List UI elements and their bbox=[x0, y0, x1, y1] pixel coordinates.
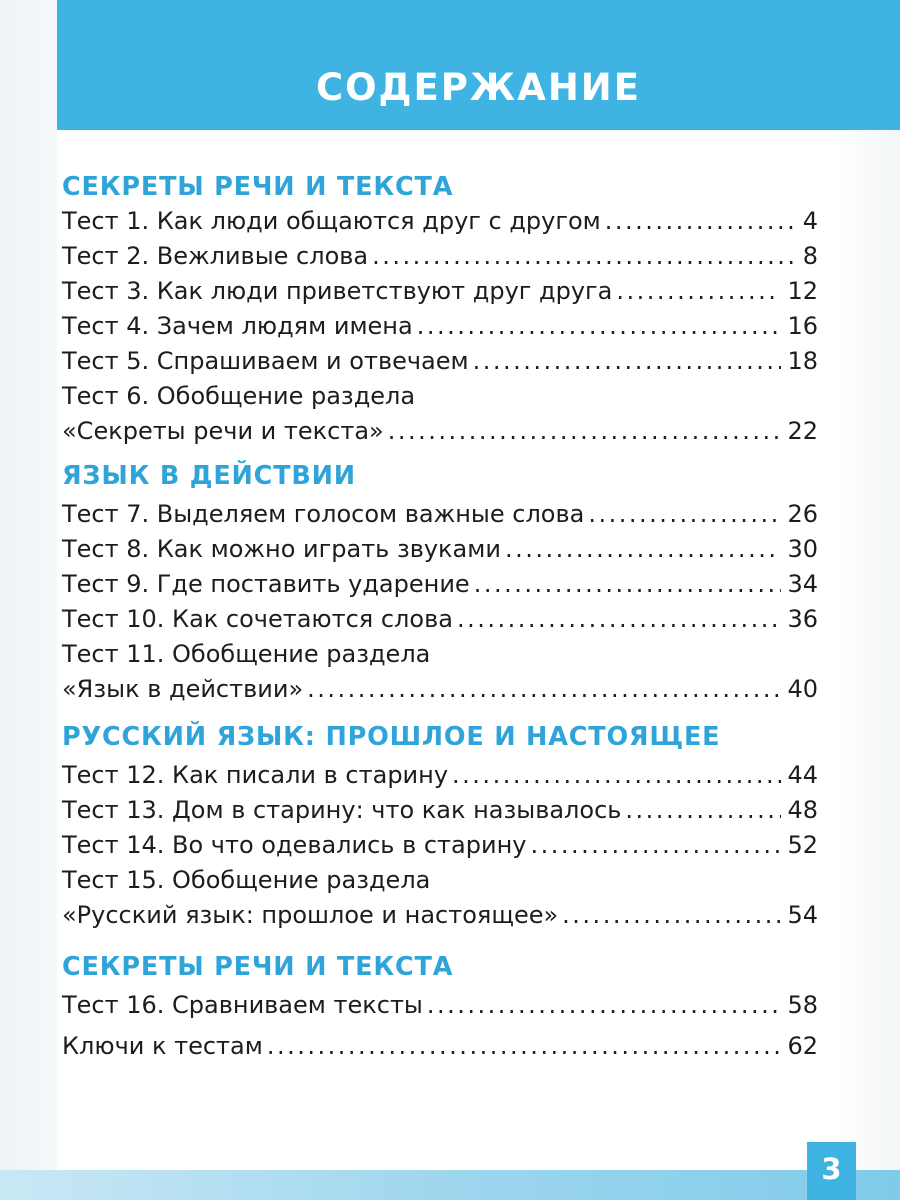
leader-dots bbox=[588, 497, 781, 532]
leader-dots bbox=[530, 828, 781, 863]
toc-entry-page: 30 bbox=[787, 535, 818, 563]
toc-entry[interactable] bbox=[62, 239, 818, 274]
toc-entry-text: «Язык в действии» bbox=[62, 675, 304, 703]
toc-entry-page: 18 bbox=[787, 347, 818, 375]
leader-dots bbox=[562, 898, 781, 933]
toc-entry[interactable] bbox=[62, 414, 818, 449]
page-title: СОДЕРЖАНИЕ bbox=[315, 66, 642, 109]
toc-entry[interactable] bbox=[62, 988, 818, 1023]
page-number: 3 bbox=[807, 1142, 856, 1200]
toc-entry-page: 22 bbox=[787, 417, 818, 445]
toc-entry[interactable] bbox=[62, 793, 818, 828]
toc-entry[interactable] bbox=[62, 274, 818, 309]
toc-entry-page: 62 bbox=[787, 1032, 818, 1060]
toc-entry[interactable] bbox=[62, 497, 818, 532]
toc-entry-page: 4 bbox=[802, 207, 818, 235]
toc-entry-line1[interactable]: Тест 6. Обобщение раздела bbox=[62, 382, 416, 410]
toc-entry-page: 26 bbox=[787, 500, 818, 528]
toc-entry[interactable] bbox=[62, 602, 818, 637]
toc-entry[interactable] bbox=[62, 344, 818, 379]
toc-entry[interactable] bbox=[62, 204, 818, 239]
toc-entry-text: «Секреты речи и текста» bbox=[62, 417, 384, 445]
toc-entry[interactable] bbox=[62, 758, 818, 793]
footer-band bbox=[0, 1170, 900, 1200]
toc-entry-page: 44 bbox=[787, 761, 818, 789]
toc-entry-text: Тест 4. Зачем людям имена bbox=[62, 312, 413, 340]
leader-dots bbox=[372, 239, 797, 274]
toc-entry-page: 58 bbox=[787, 991, 818, 1019]
toc-entry-page: 16 bbox=[787, 312, 818, 340]
section-title: СЕКРЕТЫ РЕЧИ И ТЕКСТА bbox=[62, 952, 454, 982]
toc-entry-text: Тест 14. Во что одевались в старину bbox=[62, 831, 527, 859]
toc-entry-line1[interactable]: Тест 11. Обобщение раздела bbox=[62, 640, 431, 668]
left-margin bbox=[0, 0, 57, 1200]
section-title: ЯЗЫК В ДЕЙСТВИИ bbox=[62, 461, 356, 491]
right-margin bbox=[836, 130, 900, 1170]
toc-entry-text: Тест 1. Как люди общаются друг с другом bbox=[62, 207, 601, 235]
leader-dots bbox=[267, 1029, 782, 1064]
section-title: СЕКРЕТЫ РЕЧИ И ТЕКСТА bbox=[62, 172, 454, 202]
toc-entry-answers[interactable] bbox=[62, 1029, 818, 1064]
leader-dots bbox=[616, 274, 781, 309]
toc-entry[interactable] bbox=[62, 309, 818, 344]
leader-dots bbox=[388, 414, 782, 449]
toc-entry[interactable] bbox=[62, 567, 818, 602]
toc-entry-text: Тест 5. Спрашиваем и отвечаем bbox=[62, 347, 469, 375]
toc-entry-page: 12 bbox=[787, 277, 818, 305]
toc-entry-page: 54 bbox=[787, 901, 818, 929]
leader-dots bbox=[307, 672, 781, 707]
toc-entry[interactable] bbox=[62, 672, 818, 707]
leader-dots bbox=[473, 344, 782, 379]
leader-dots bbox=[625, 793, 781, 828]
leader-dots bbox=[457, 602, 782, 637]
leader-dots bbox=[427, 988, 782, 1023]
toc-entry-text: Тест 3. Как люди приветствуют друг друга bbox=[62, 277, 613, 305]
toc-entry-text: Тест 9. Где поставить ударение bbox=[62, 570, 470, 598]
toc-entry[interactable] bbox=[62, 532, 818, 567]
table-of-contents bbox=[62, 170, 818, 1064]
leader-dots bbox=[505, 532, 781, 567]
toc-entry-page: 8 bbox=[802, 242, 818, 270]
toc-entry-page: 52 bbox=[787, 831, 818, 859]
section-title: РУССКИЙ ЯЗЫК: ПРОШЛОЕ И НАСТОЯЩЕЕ bbox=[62, 722, 721, 752]
toc-entry-text: Тест 2. Вежливые слова bbox=[62, 242, 369, 270]
toc-entry[interactable] bbox=[62, 828, 818, 863]
leader-dots bbox=[474, 567, 782, 602]
leader-dots bbox=[605, 204, 797, 239]
toc-entry[interactable] bbox=[62, 898, 818, 933]
toc-entry-text: «Русский язык: прошлое и настоящее» bbox=[62, 901, 559, 929]
toc-entry-text: Тест 16. Сравниваем тексты bbox=[62, 991, 423, 1019]
toc-entry-text: Тест 12. Как писали в старину bbox=[62, 761, 449, 789]
toc-entry-page: 36 bbox=[787, 605, 818, 633]
toc-entry-text: Тест 13. Дом в старину: что как называлось bbox=[62, 796, 622, 824]
toc-entry-page: 40 bbox=[787, 675, 818, 703]
toc-entry-page: 34 bbox=[787, 570, 818, 598]
leader-dots bbox=[417, 309, 782, 344]
toc-entry-text: Тест 10. Как сочетаются слова bbox=[62, 605, 453, 633]
toc-entry-text: Тест 7. Выделяем голосом важные слова bbox=[62, 500, 585, 528]
toc-entry-line1[interactable]: Тест 15. Обобщение раздела bbox=[62, 866, 431, 894]
header-banner bbox=[57, 0, 900, 130]
toc-entry-text: Ключи к тестам bbox=[62, 1032, 263, 1060]
leader-dots bbox=[452, 758, 781, 793]
toc-entry-page: 48 bbox=[787, 796, 818, 824]
toc-entry-text: Тест 8. Как можно играть звуками bbox=[62, 535, 501, 563]
